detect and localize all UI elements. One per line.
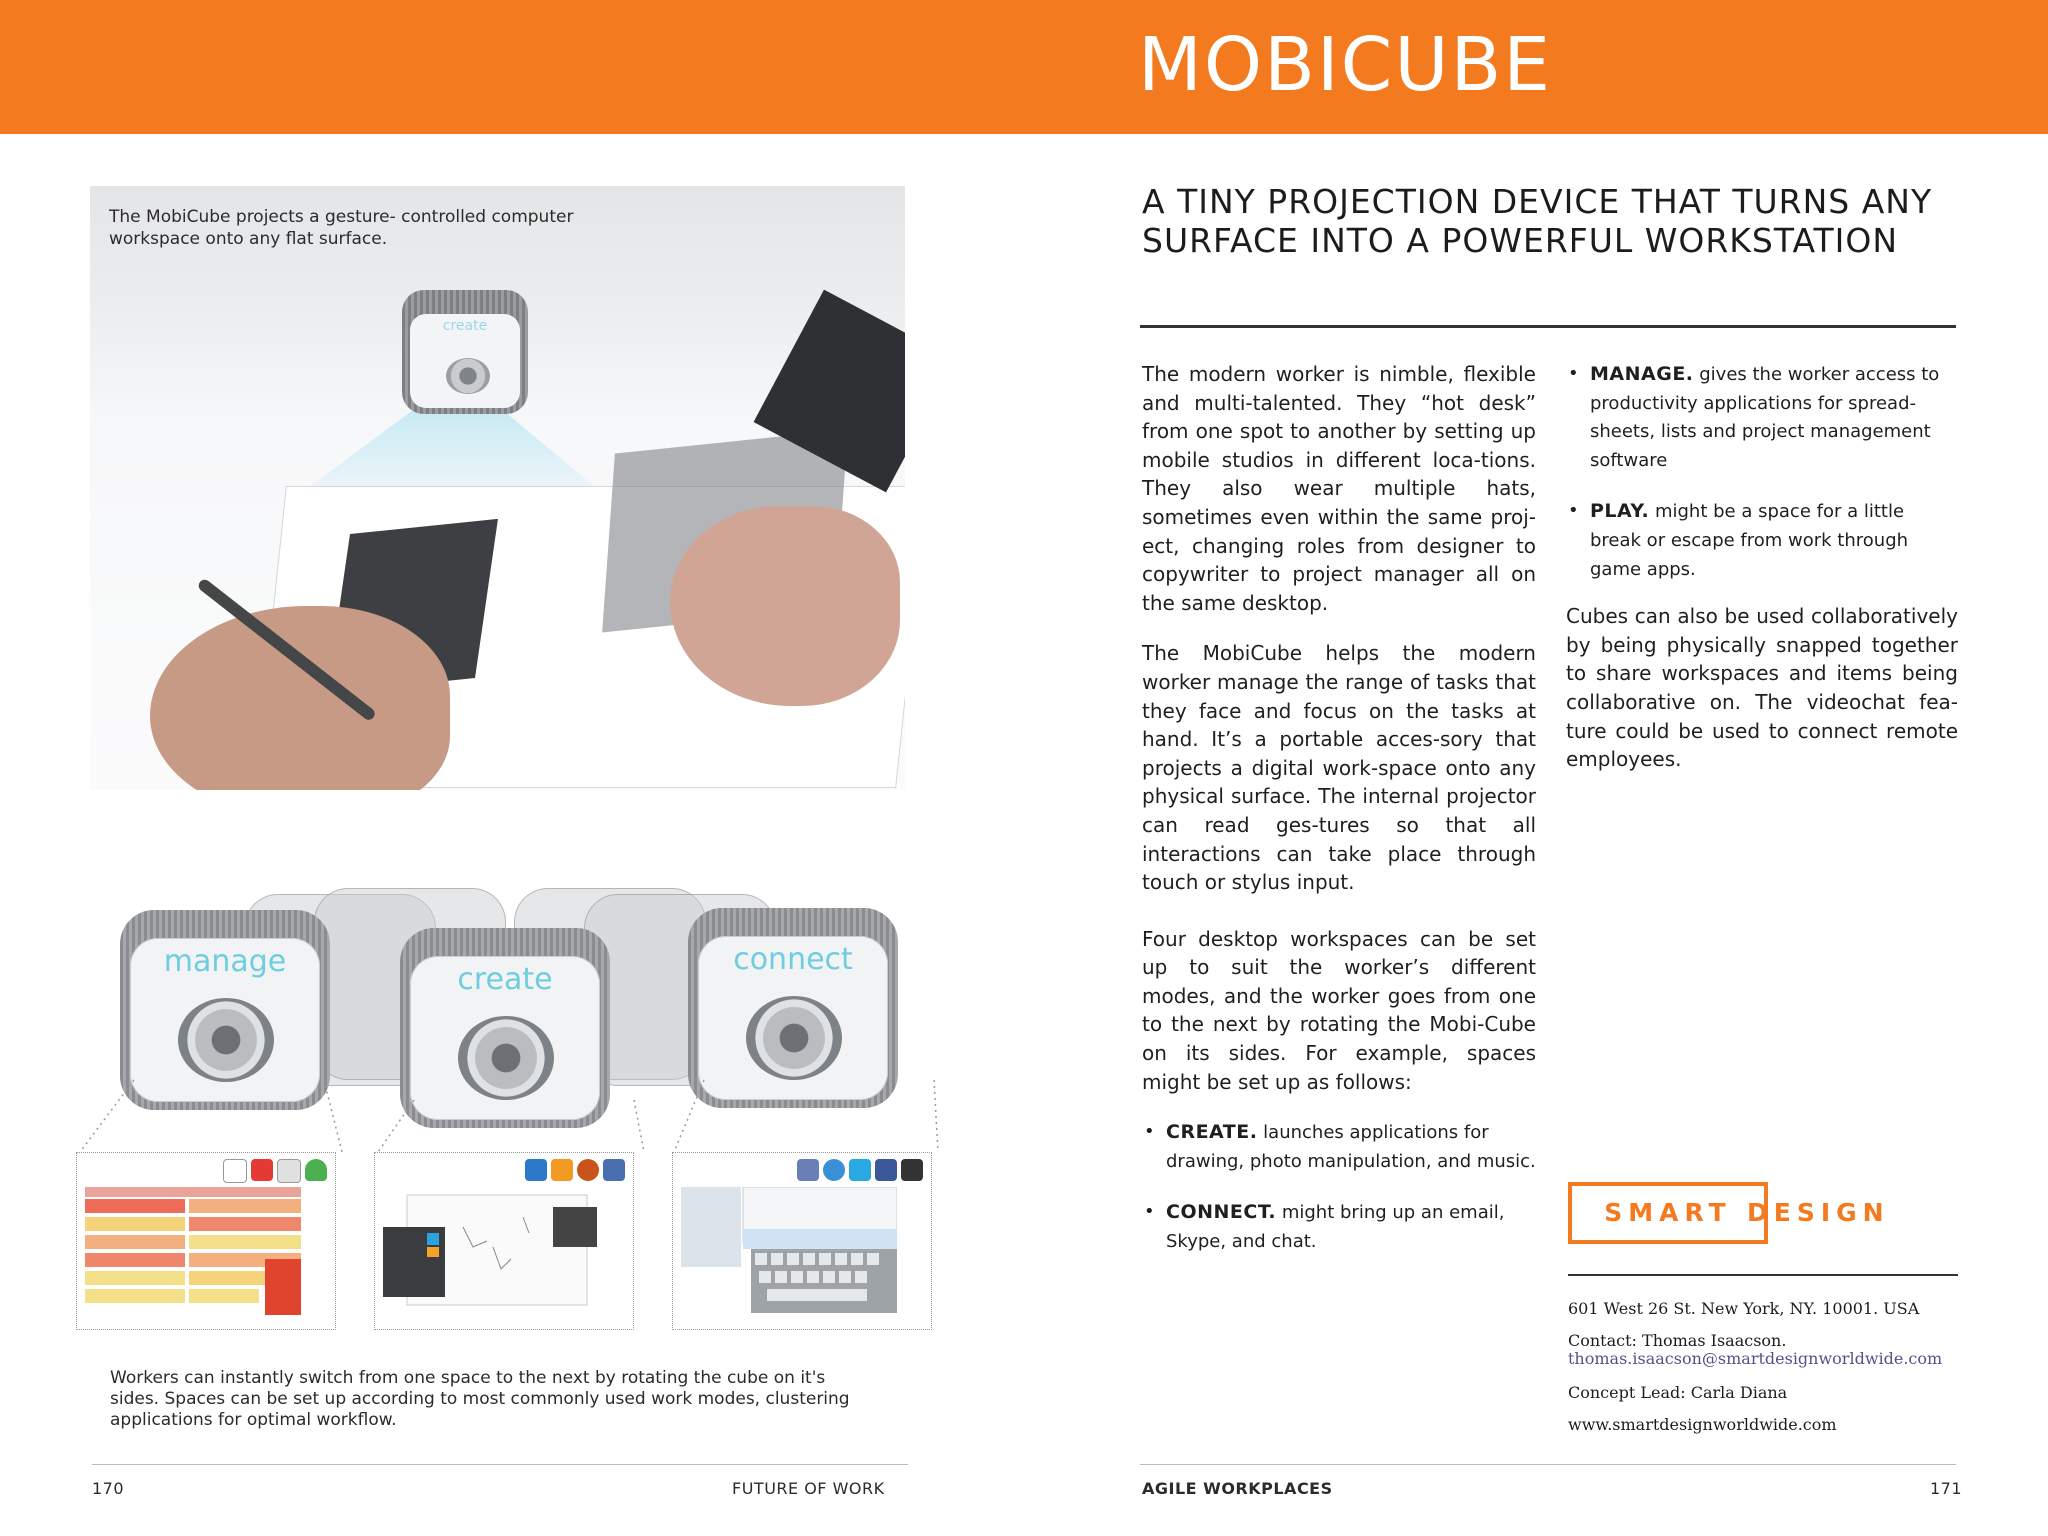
calendar-icon <box>223 1159 247 1183</box>
mail-icon <box>797 1159 819 1181</box>
concept-lead: Concept Lead: Carla Diana <box>1568 1383 1788 1402</box>
cube-modes-illustration <box>74 880 944 1340</box>
cube-manage-label: manage <box>163 944 287 979</box>
cubes-caption: Workers can instantly switch from one space to the next by rotating the cube on it's sides. Spaces can be set up according to most commonly used work modes, clustering applications for optimal workflow. <box>110 1368 850 1430</box>
body-column-1 <box>1142 360 1536 1257</box>
headline-rule <box>1140 325 1956 328</box>
bullet-create: • CREATE. launches applications for drawing, photo manipulation, and music. <box>1142 1118 1536 1176</box>
body-paragraph: Four desktop workspaces can be set up to suit the worker’s different modes, and the worker goes from one to the next by rotating the Mobi-Cube on its sides. For example, spaces might be set up as follows: <box>1142 926 1536 1094</box>
twitter-icon <box>849 1159 871 1181</box>
page-number-right: 171 <box>1930 1479 1963 1498</box>
footer-rule-left <box>92 1464 908 1465</box>
manage-workspace-preview <box>76 1152 336 1330</box>
contact-name: Contact: Thomas Isaacson. <box>1568 1331 1787 1350</box>
left-hand <box>150 606 450 790</box>
logo-design-text: DESIGN <box>1747 1198 1890 1227</box>
photo-caption: The MobiCube projects a gesture- controlled computer workspace onto any flat surface. <box>109 207 574 249</box>
logo-smart-text: SMART <box>1604 1198 1732 1227</box>
bullet-connect: • CONNECT. might bring up an email, Skype, and chat. <box>1142 1198 1536 1256</box>
chat-icon <box>823 1159 845 1181</box>
create-workspace-preview <box>374 1152 634 1330</box>
email-keyboard-preview <box>681 1187 897 1315</box>
illustrator-icon <box>551 1159 573 1181</box>
website-link[interactable]: www.smartdesignworldwide.com <box>1568 1415 1837 1434</box>
cube-connect-label: connect <box>733 942 853 977</box>
body-paragraph: Cubes can also be used collaboratively by being physically snapped together to share workspaces and items being collaborative on. The videochat fea-ture could be used to connect remote employees. <box>1566 604 1958 772</box>
photoshop-icon <box>525 1159 547 1181</box>
body-column-2 <box>1566 360 1958 774</box>
cloud-app-icon <box>305 1159 327 1181</box>
headline: A TINY PROJECTION DEVICE THAT TURNS ANY SURFACE INTO A POWERFUL WORKSTATION <box>1142 182 1933 260</box>
connect-workspace-preview <box>672 1152 932 1330</box>
section-name-left: FUTURE OF WORK <box>732 1479 885 1498</box>
music-app-icon <box>577 1159 599 1181</box>
page-number-left: 170 <box>92 1479 125 1498</box>
page-title: MOBICUBE <box>1138 22 1553 108</box>
hero-photo <box>90 186 905 790</box>
footer-rule-right <box>1140 1464 1956 1465</box>
cube-label: create <box>442 318 488 334</box>
contact-rule <box>1568 1274 1958 1276</box>
facebook-icon <box>875 1159 897 1181</box>
google-plus-icon <box>901 1159 923 1181</box>
lens-icon <box>446 358 490 394</box>
body-paragraph: The modern worker is nimble, flexible and multi-talented. They “hot desk” from one spot to another by setting up mobile studios in different loca-tions. They also wear multiple hats, sometimes even within the same proj-ect, changing roles from designer to copywriter to project manager all on the same desktop. <box>1142 362 1536 615</box>
list-icon <box>277 1159 301 1183</box>
contact-address: 601 West 26 St. New York, NY. 10001. USA <box>1568 1299 1920 1318</box>
mobicube-device <box>402 290 528 414</box>
smart-design-logo <box>1568 1182 1768 1244</box>
header-banner <box>0 0 2048 134</box>
section-name-right: AGILE WORKPLACES <box>1142 1479 1333 1498</box>
pen-tool-icon <box>603 1159 625 1181</box>
spreadsheet-grid <box>85 1187 301 1315</box>
contact-email-link[interactable]: thomas.isaacson@smartdesignworldwide.com <box>1568 1349 1943 1368</box>
body-paragraph: The MobiCube helps the modern worker manage the range of tasks that they face and focus on the tasks at hand. It’s a portable acces-sory that projects a digital work-space onto any physical surface. The internal projector can read ges-tures so that all interactions can take place through touch or stylus input. <box>1142 641 1536 895</box>
bullet-play: • PLAY. might be a space for a little break or escape from work through game apps. <box>1566 497 1958 584</box>
cube-create-label: create <box>457 962 553 997</box>
drawing-canvas <box>383 1187 599 1315</box>
bullet-manage: • MANAGE. gives the worker access to productivity applications for spread-sheets, lists and project management software <box>1566 360 1958 475</box>
checklist-icon <box>251 1159 273 1181</box>
